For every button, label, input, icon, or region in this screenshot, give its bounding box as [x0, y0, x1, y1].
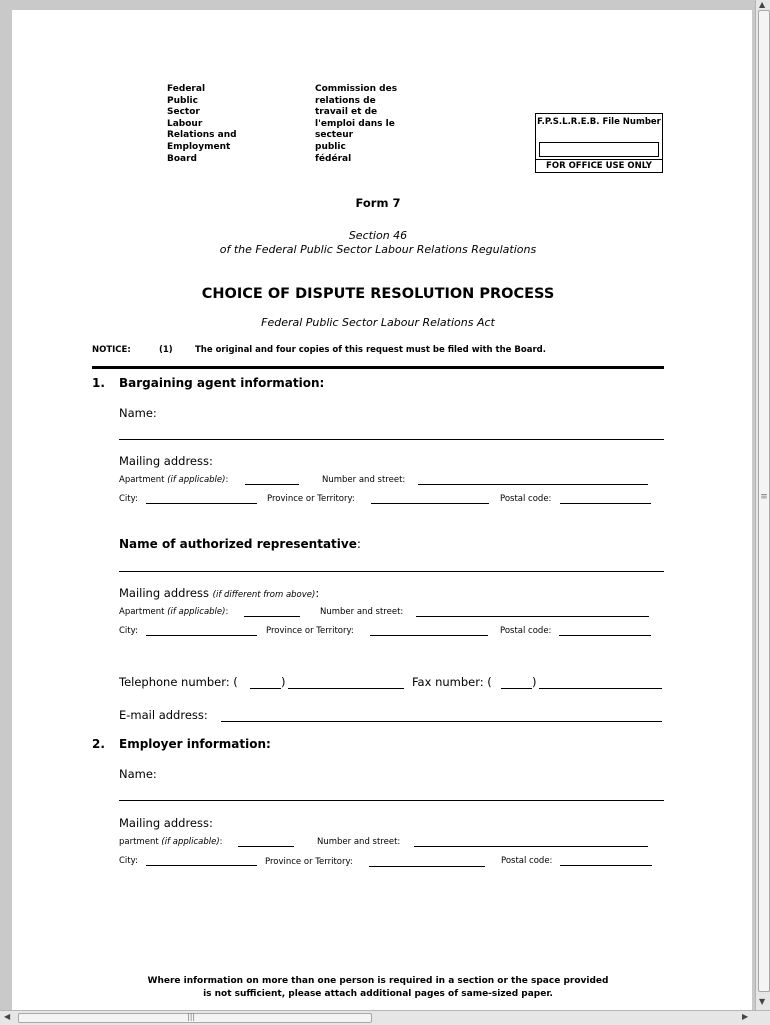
rep-apartment-field[interactable]	[244, 616, 300, 617]
rep-street-label: Number and street:	[320, 607, 404, 617]
representative-name-field[interactable]	[119, 571, 664, 572]
footer-line-1: Where information on more than one person is required in a section or the space provided	[147, 976, 609, 986]
office-use-label: FOR OFFICE USE ONLY	[536, 159, 662, 171]
fax-label: Fax number: (	[412, 675, 492, 689]
file-number-box	[535, 113, 663, 173]
employer-name-label: Name:	[119, 767, 157, 781]
employer-city-label: City:	[119, 856, 138, 866]
agency-name-french: Commission des relations de travail et de l'emploi dans le secteur public fédéral	[315, 84, 398, 164]
apartment-label: Apartment (if applicable):	[119, 475, 229, 485]
bargaining-agent-name-field[interactable]	[119, 439, 664, 440]
postal-code-field[interactable]	[560, 503, 651, 504]
form-number: Form 7	[355, 196, 401, 210]
rep-mailing-address-label: Mailing address (if different from above):	[119, 586, 320, 600]
rep-city-label: City:	[119, 626, 138, 636]
scroll-up-arrow-icon[interactable]: ▲	[759, 0, 766, 9]
grip-icon: ≡	[760, 492, 768, 502]
section-2-heading: Employer information:	[119, 737, 271, 751]
employer-province-label: Province or Territory:	[265, 857, 353, 867]
rep-province-field[interactable]	[370, 635, 488, 636]
regulation-reference: of the Federal Public Sector Labour Relations Regulations	[219, 243, 537, 256]
scroll-right-arrow-icon[interactable]: ▶	[742, 1012, 749, 1021]
email-field[interactable]	[221, 721, 662, 722]
horizontal-scrollbar[interactable]	[0, 1010, 770, 1025]
document-page	[12, 10, 752, 1010]
scroll-left-arrow-icon[interactable]: ◀	[4, 1012, 11, 1021]
telephone-area-code-field[interactable]	[250, 688, 281, 689]
rep-province-label: Province or Territory:	[266, 626, 354, 636]
hgrip-icon: |||	[187, 1012, 196, 1021]
section-2-number: 2.	[92, 737, 105, 751]
footer-note	[12, 975, 744, 1001]
employer-postal-code-label: Postal code:	[501, 856, 553, 866]
fax-paren: )	[532, 675, 537, 689]
rep-street-field[interactable]	[416, 616, 649, 617]
notice-label: NOTICE:	[92, 345, 131, 355]
authorized-representative-heading: Name of authorized representative:	[119, 537, 361, 551]
form-title: CHOICE OF DISPUTE RESOLUTION PROCESS	[201, 286, 555, 302]
employer-street-field[interactable]	[414, 846, 648, 847]
file-number-title: F.P.S.L.R.E.B. File Number	[537, 117, 661, 127]
city-field[interactable]	[146, 503, 257, 504]
fax-area-code-field[interactable]	[501, 688, 532, 689]
employer-postal-code-field[interactable]	[560, 865, 652, 866]
act-name: Federal Public Sector Labour Relations Act	[261, 316, 495, 329]
telephone-paren: )	[281, 675, 286, 689]
telephone-number-field[interactable]	[288, 688, 404, 689]
section-1-number: 1.	[92, 376, 105, 390]
employer-province-field[interactable]	[369, 866, 485, 867]
rep-apartment-label: Apartment (if applicable):	[119, 607, 229, 617]
notice-text: The original and four copies of this request must be filed with the Board.	[195, 345, 546, 355]
fax-number-field[interactable]	[539, 688, 662, 689]
postal-code-label: Postal code:	[500, 494, 552, 504]
agency-name-english: Federal Public Sector Labour Relations and Employment Board	[167, 84, 237, 164]
email-label: E-mail address:	[119, 708, 208, 722]
employer-apartment-label: partment (if applicable):	[119, 837, 223, 847]
mailing-address-label: Mailing address:	[119, 454, 213, 468]
employer-apartment-field[interactable]	[238, 846, 294, 847]
rep-city-field[interactable]	[146, 635, 257, 636]
employer-name-field[interactable]	[119, 800, 664, 801]
section-reference: Section 46	[348, 229, 408, 242]
city-label: City:	[119, 494, 138, 504]
file-number-field[interactable]	[539, 142, 659, 157]
employer-mailing-address-label: Mailing address:	[119, 816, 213, 830]
rep-postal-code-field[interactable]	[559, 635, 651, 636]
employer-city-field[interactable]	[146, 865, 257, 866]
apartment-field[interactable]	[245, 484, 299, 485]
notice-number: (1)	[159, 345, 173, 355]
bargaining-agent-name-label: Name:	[119, 406, 157, 420]
footer-line-2: is not sufficient, please attach additional pages of same-sized paper.	[203, 989, 553, 999]
section-1-heading: Bargaining agent information:	[119, 376, 325, 390]
telephone-label: Telephone number: (	[119, 675, 238, 689]
employer-street-label: Number and street:	[317, 837, 401, 847]
rep-postal-code-label: Postal code:	[500, 626, 552, 636]
province-field[interactable]	[371, 503, 489, 504]
horizontal-scroll-thumb[interactable]	[18, 1013, 372, 1023]
section-divider	[92, 366, 664, 369]
vertical-scroll-thumb[interactable]	[758, 10, 770, 992]
vertical-scrollbar[interactable]	[755, 0, 770, 1010]
province-label: Province or Territory:	[267, 494, 355, 504]
street-label: Number and street:	[322, 475, 406, 485]
scroll-down-arrow-icon[interactable]: ▼	[759, 997, 766, 1006]
street-field[interactable]	[418, 484, 648, 485]
